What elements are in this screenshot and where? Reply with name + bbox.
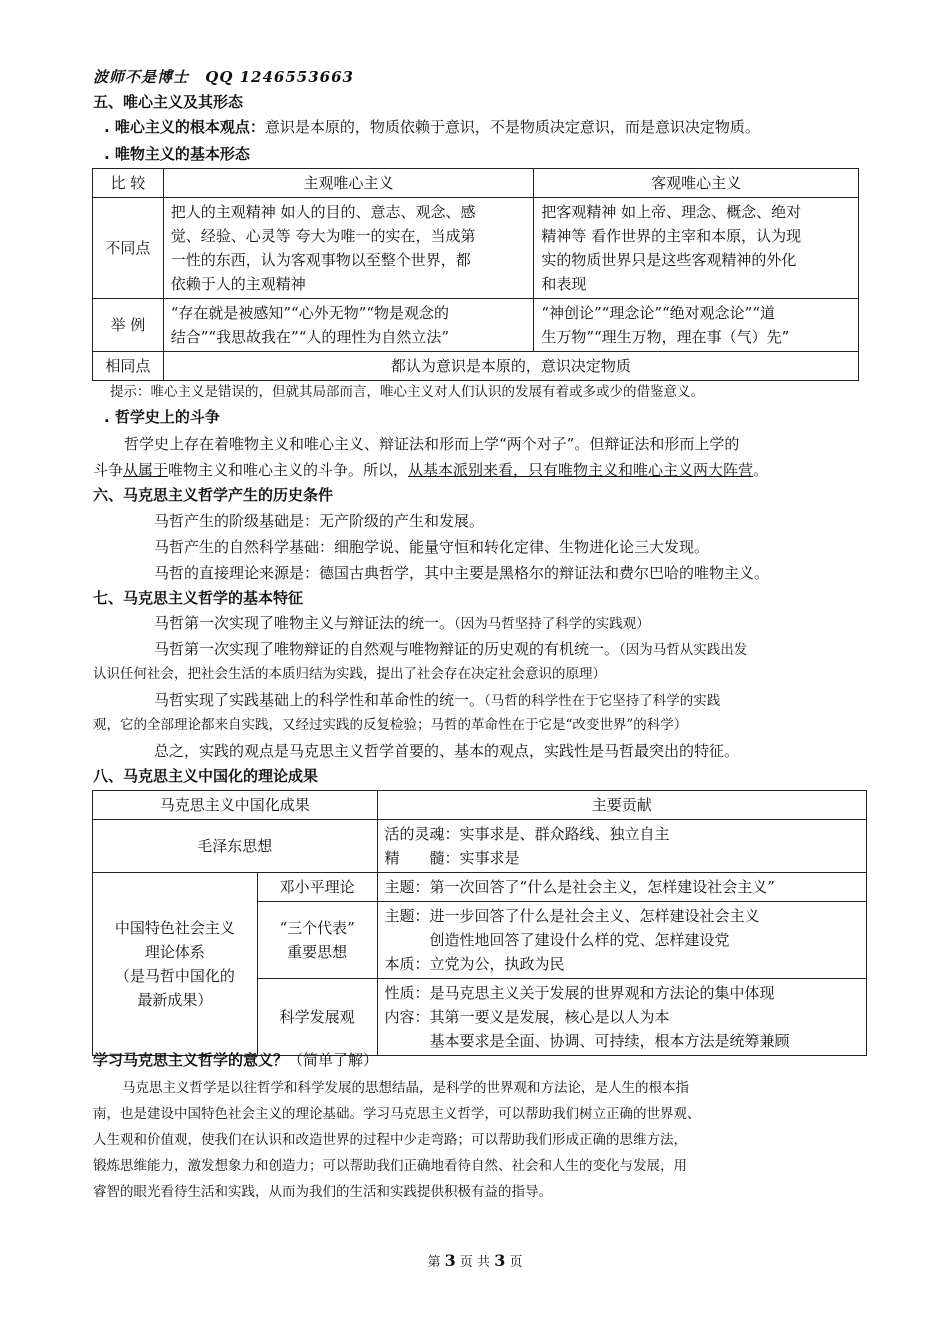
cell-line: 内容：其第一要义是发展，核心是以人为本 bbox=[384, 1008, 670, 1026]
cell-line: 本质：立党为公，执政为民 bbox=[384, 955, 565, 973]
cell-line: 活的灵魂：实事求是、群众路线、独立自主 bbox=[384, 825, 670, 843]
page-number: 3 bbox=[444, 1251, 456, 1270]
cell-line: 最新成果） bbox=[137, 991, 213, 1009]
text-span: 。 bbox=[753, 461, 769, 479]
cell-line: 实的物质世界只是这些客观精神的外化 bbox=[541, 251, 797, 269]
note-span: （因为马哲坚持了科学的实践观） bbox=[454, 616, 650, 632]
table1-example-subjective bbox=[163, 299, 534, 352]
text-span: 精 bbox=[384, 849, 400, 867]
section-7-title: 七、马克思主义哲学的基本特征 bbox=[93, 589, 304, 607]
cell-line: 把人的主观精神 如人的目的、意志、观念、感 bbox=[170, 203, 476, 221]
cell-line: 一性的东西，认为客观事物以至整个世界，都 bbox=[170, 251, 471, 269]
text-span: 斗争 bbox=[93, 461, 124, 479]
sec6-line-3: 马哲的直接理论来源是：德国古典哲学，其中主要是黑格尔的辩证法和费尔巴哈的唯物主义。 bbox=[154, 564, 770, 582]
cell-line: “神创论”“理念论”“绝对观念论”“道 bbox=[541, 304, 776, 322]
cell-line: 主题：进一步回答了什么是社会主义、怎样建设社会主义 bbox=[384, 907, 760, 925]
sec6-line-1: 马哲产生的阶级基础是：无产阶级的产生和发展。 bbox=[154, 512, 485, 530]
tip-text: 提示：唯心主义是错误的，但就其局部而言，唯心主义对人们认识的发展有着或多或少的借鉴意义。 bbox=[110, 384, 704, 400]
meaning-line-1: 马克思主义哲学是以往哲学和科学发展的思想结晶，是科学的世界观和方法论，是人生的根本指 bbox=[122, 1080, 689, 1096]
qq-number: QQ 1246553663 bbox=[205, 68, 354, 86]
cell-line: “三个代表” bbox=[279, 919, 355, 937]
cell-line: 生万物”“理生万物，理在事（气）先” bbox=[541, 328, 790, 346]
cell-line: 精神等 看作世界的主宰和本原，认为现 bbox=[541, 227, 802, 245]
meaning-title-note: （简单了解） bbox=[288, 1051, 379, 1069]
meaning-line-4: 锻炼思维能力，激发想象力和创造力；可以帮助我们正确地看待自然、社会和人生的变化与发展，用 bbox=[93, 1158, 687, 1174]
section-8-title: 八、马克思主义中国化的理论成果 bbox=[93, 767, 319, 785]
struggle-title: . 哲学史上的斗争 bbox=[104, 408, 220, 426]
underlined-span: 从属于 bbox=[123, 461, 169, 479]
table1-header-subjective: 主观唯心主义 bbox=[163, 169, 534, 198]
sec7-line-6: 总之，实践的观点是马克思主义哲学首要的、基本的观点，实践性是马哲最突出的特征。 bbox=[154, 742, 740, 760]
cell-line: 理论体系 bbox=[144, 943, 205, 961]
cell-line: 觉、经验、心灵等 夸大为唯一的实在，当成第 bbox=[170, 227, 476, 245]
cell-line: 依赖于人的主观精神 bbox=[170, 275, 306, 293]
struggle-line-1: 哲学史上存在着唯物主义和唯心主义、辩证法和形而上学“两个对子”。但辩证法和形而上学的 bbox=[124, 435, 740, 453]
cell-line: （是马哲中国化的 bbox=[114, 967, 235, 985]
deng-theory: 邓小平理论 bbox=[257, 873, 377, 902]
three-represents-contribution bbox=[377, 902, 866, 979]
cell-line: 重要思想 bbox=[287, 943, 348, 961]
table1-header-compare: 比 较 bbox=[93, 169, 164, 198]
table2-header-contribution: 主要贡献 bbox=[377, 791, 866, 820]
idealism-view-text: 意识是本原的，物质依赖于意识，不是物质决定意识，而是意识决定物质。 bbox=[264, 118, 760, 136]
text-span: 唯物主义和唯心主义的斗争。所以， bbox=[168, 461, 409, 479]
idealism-view bbox=[104, 117, 760, 137]
scientific-outlook-contribution bbox=[377, 979, 866, 1056]
idealism-view-label: . 唯心主义的根本观点： bbox=[104, 118, 265, 136]
footer-mid: 页 共 bbox=[459, 1255, 491, 1270]
cell-line: 中国特色社会主义 bbox=[114, 919, 235, 937]
cell-line: 和表现 bbox=[541, 275, 587, 293]
header-logo bbox=[93, 66, 354, 87]
logo-text: 波师不是博士 bbox=[93, 68, 190, 86]
section-5-title: 五、唯心主义及其形态 bbox=[93, 93, 244, 111]
table2-header-achievement: 马克思主义中国化成果 bbox=[93, 791, 378, 820]
mao-thought: 毛泽东思想 bbox=[93, 820, 378, 873]
cell-line: 结合”“我思故我在”“人的理性为自然立法” bbox=[170, 328, 450, 346]
materialism-forms-title: . 唯物主义的基本形态 bbox=[104, 145, 250, 163]
sec7-line-2 bbox=[154, 639, 747, 660]
table1-example-objective bbox=[534, 299, 859, 352]
text-span: 马哲第一次实现了唯物主义与辩证法的统一。 bbox=[154, 614, 455, 632]
meaning-title bbox=[93, 1049, 378, 1070]
mao-contribution bbox=[377, 820, 866, 873]
meaning-title-text: 学习马克思主义哲学的意义？ bbox=[93, 1051, 289, 1069]
table1-row-label-diff: 不同点 bbox=[93, 198, 164, 299]
three-represents bbox=[257, 902, 377, 979]
cell-line: “存在就是被感知”“心外无物”“物是观念的 bbox=[170, 304, 450, 322]
table1-row-label-example: 举 例 bbox=[93, 299, 164, 352]
note-span: （因为马哲从实践出发 bbox=[619, 642, 748, 658]
table1-row-label-same: 相同点 bbox=[93, 352, 164, 381]
deng-contribution: 主题：第一次回答了“什么是社会主义，怎样建设社会主义” bbox=[377, 873, 866, 902]
cell-line: 性质：是马克思主义关于发展的世界观和方法论的集中体现 bbox=[384, 984, 775, 1002]
cs-theory-system bbox=[93, 873, 258, 1056]
scientific-outlook: 科学发展观 bbox=[257, 979, 377, 1056]
sec7-line-3: 认识任何社会，把社会生活的本质归结为实践，提出了社会存在决定社会意识的原理） bbox=[93, 666, 606, 682]
note-span: （马哲的科学性在于它坚持了科学的实践 bbox=[484, 693, 721, 709]
cell-line: 基本要求是全面、协调、可持续，根本方法是统筹兼顾 bbox=[429, 1032, 790, 1050]
sinicization-table bbox=[92, 790, 867, 1056]
cell-line: 把客观精神 如上帝、理念、概念、绝对 bbox=[541, 203, 802, 221]
meaning-line-3: 人生观和价值观，使我们在认识和改造世界的过程中少走弯路；可以帮助我们形成正确的思维方法， bbox=[93, 1132, 687, 1148]
struggle-line-2 bbox=[93, 460, 768, 480]
cell-line: 创造性地回答了建设什么样的党、怎样建设党 bbox=[429, 931, 730, 949]
sec7-line-5: 观，它的全部理论都来自实践，又经过实践的反复检验；马哲的革命性在于它是“改变世界”的科学） bbox=[93, 717, 688, 733]
text-span: 马哲第一次实现了唯物辩证的自然观与唯物辩证的历史观的有机统一。 bbox=[154, 640, 620, 658]
footer-suffix: 页 bbox=[509, 1255, 523, 1270]
underlined-span: 从基本派别来看，只有唯物主义和唯心主义两大阵营 bbox=[408, 461, 754, 479]
page-total: 3 bbox=[494, 1251, 506, 1270]
table1-diff-subjective bbox=[163, 198, 534, 299]
text-span: 马哲实现了实践基础上的科学性和革命性的统一。 bbox=[154, 691, 485, 709]
page-footer bbox=[0, 1251, 950, 1270]
sec6-line-2: 马哲产生的自然科学基础：细胞学说、能量守恒和转化定律、生物进化论三大发现。 bbox=[154, 538, 710, 556]
table1-same-merged: 都认为意识是本原的，意识决定物质 bbox=[163, 352, 858, 381]
table1-diff-objective bbox=[534, 198, 859, 299]
sec7-line-1 bbox=[154, 613, 650, 634]
table1-header-objective: 客观唯心主义 bbox=[534, 169, 859, 198]
section-6-title: 六、马克思主义哲学产生的历史条件 bbox=[93, 486, 334, 504]
meaning-line-2: 南，也是建设中国特色社会主义的理论基础。学习马克思主义哲学，可以帮助我们树立正确的世界观、 bbox=[93, 1106, 701, 1122]
cell-line bbox=[385, 846, 859, 870]
footer-prefix: 第 bbox=[427, 1255, 441, 1270]
meaning-line-5: 睿智的眼光看待生活和实践，从而为我们的生活和实践提供积极有益的指导。 bbox=[93, 1184, 552, 1200]
idealism-table bbox=[92, 168, 859, 381]
sec7-line-4 bbox=[154, 690, 720, 711]
text-span: 髓：实事求是 bbox=[429, 849, 520, 867]
